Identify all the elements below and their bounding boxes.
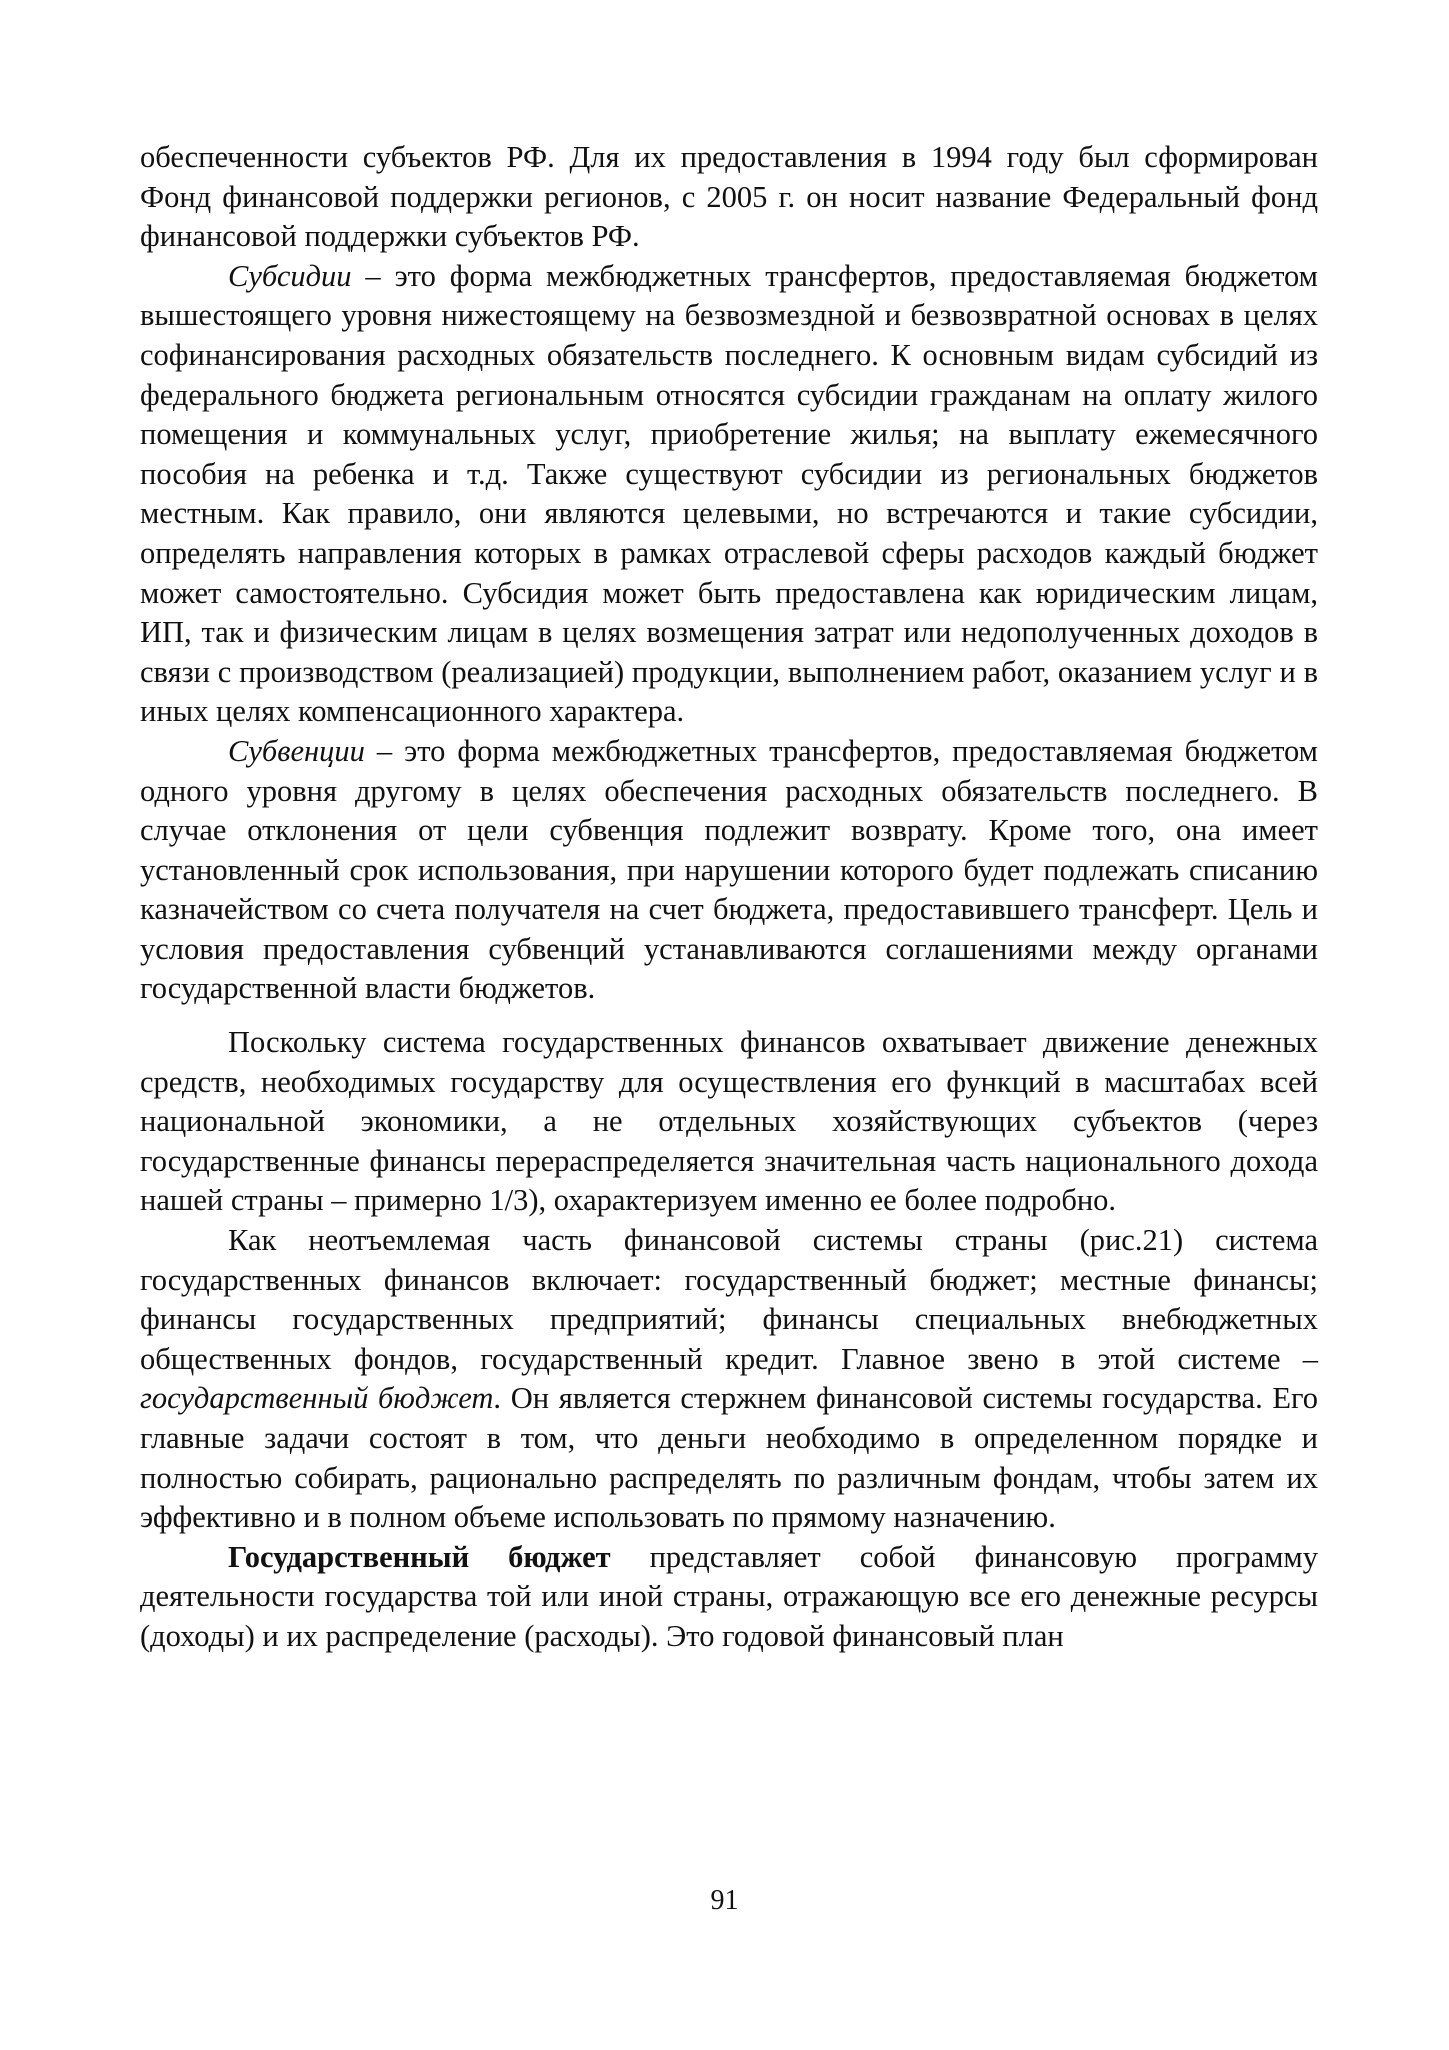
paragraph-text: . Он является стержнем финансовой системы государства. Его главные задачи состоят в том, что деньги необходимо в определенном порядке и полностью собирать, рационально распределять по различным фондам, чтобы затем их эффективно и в полном объеме использовать по прямому назначению. <box>140 1381 1318 1535</box>
page-number: 91 <box>710 1885 739 1916</box>
paragraph-text: – это форма межбюджетных трансфертов, предоставляемая бюджетом одного уровня другому в целях обеспечения расходных обязательств последнего. В случае отклонения от цели субвенция подлежит возврату. Кроме того, она имеет установленный срок использования, при нарушении которого будет подлежать списанию казначейством со счета получателя на счет бюджета, предоставившего трансферт. Цель и условия предоставления субвенций устанавливаются соглашениями между органами государственной власти бюджетов. <box>140 733 1318 1006</box>
page-body <box>140 138 1318 1657</box>
paragraph-text: Поскольку система государственных финансов охватывает движение денежных средств, необходимых государству для осуществления его функций в масштабах всей национальной экономики, а не отдельных хозяйствующих субъектов (через государственные финансы перераспределяется значительная часть национального дохода нашей страны – примерно 1/3), охарактеризуем именно ее более подробно. <box>140 1025 1318 1218</box>
paragraph-text: Как неотъемлемая часть финансовой системы страны (рис.21) система государственных финансов включает: государственный бюджет; местные финансы; финансы государственных предприятий; финансы специальных внебюджетных общественных фондов, государственный кредит. Главное звено в этой системе – <box>140 1223 1318 1376</box>
paragraph-intro-continuation <box>140 138 1318 257</box>
term-state-budget-bold: Государственный бюджет <box>228 1539 611 1574</box>
term-subventions: Субвенции <box>228 733 365 768</box>
paragraph-subventions <box>140 732 1318 1009</box>
paragraph-finance-system <box>140 1221 1318 1538</box>
term-subsidies: Субсидии <box>228 258 352 293</box>
paragraph-subsidies <box>140 257 1318 732</box>
paragraph-public-finance <box>140 1023 1318 1221</box>
term-state-budget: государственный бюджет <box>140 1381 494 1416</box>
paragraph-text: представляет собой финансовую программу деятельности государства той или иной страны, отражающую все его денежные ресурсы (доходы) и их распределение (расходы). Это годовой финансовый план <box>140 1539 1318 1653</box>
paragraph-text: – это форма межбюджетных трансфертов, предоставляемая бюджетом вышестоящего уровня нижестоящему на безвозмездной и безвозвратной основах в целях софинансирования расходных обязательств последнего. К основным видам субсидий из федерального бюджета региональным относятся субсидии гражданам на оплату жилого помещения и коммунальных услуг, приобретение жилья; на выплату ежемесячного пособия на ребенка и т.д. Также существуют субсидии из региональных бюджетов местным. Как правило, они являются целевыми, но встречаются и такие субсидии, определять направления которых в рамках отраслевой сферы расходов каждый бюджет может самостоятельно. Субсидия может быть предоставлена как юридическим лицам, ИП, так и физическим лицам в целях возмещения затрат или недополученных доходов в связи с производством (реализацией) продукции, выполнением работ, оказанием услуг и в иных целях компенсационного характера. <box>140 258 1318 729</box>
paragraph-state-budget-definition <box>140 1538 1318 1657</box>
paragraph-text: обеспеченности субъектов РФ. Для их предоставления в 1994 году был сформирован Фонд финансовой поддержки регионов, с 2005 г. он носит название Федеральный фонд финансовой поддержки субъектов РФ. <box>140 140 1318 254</box>
